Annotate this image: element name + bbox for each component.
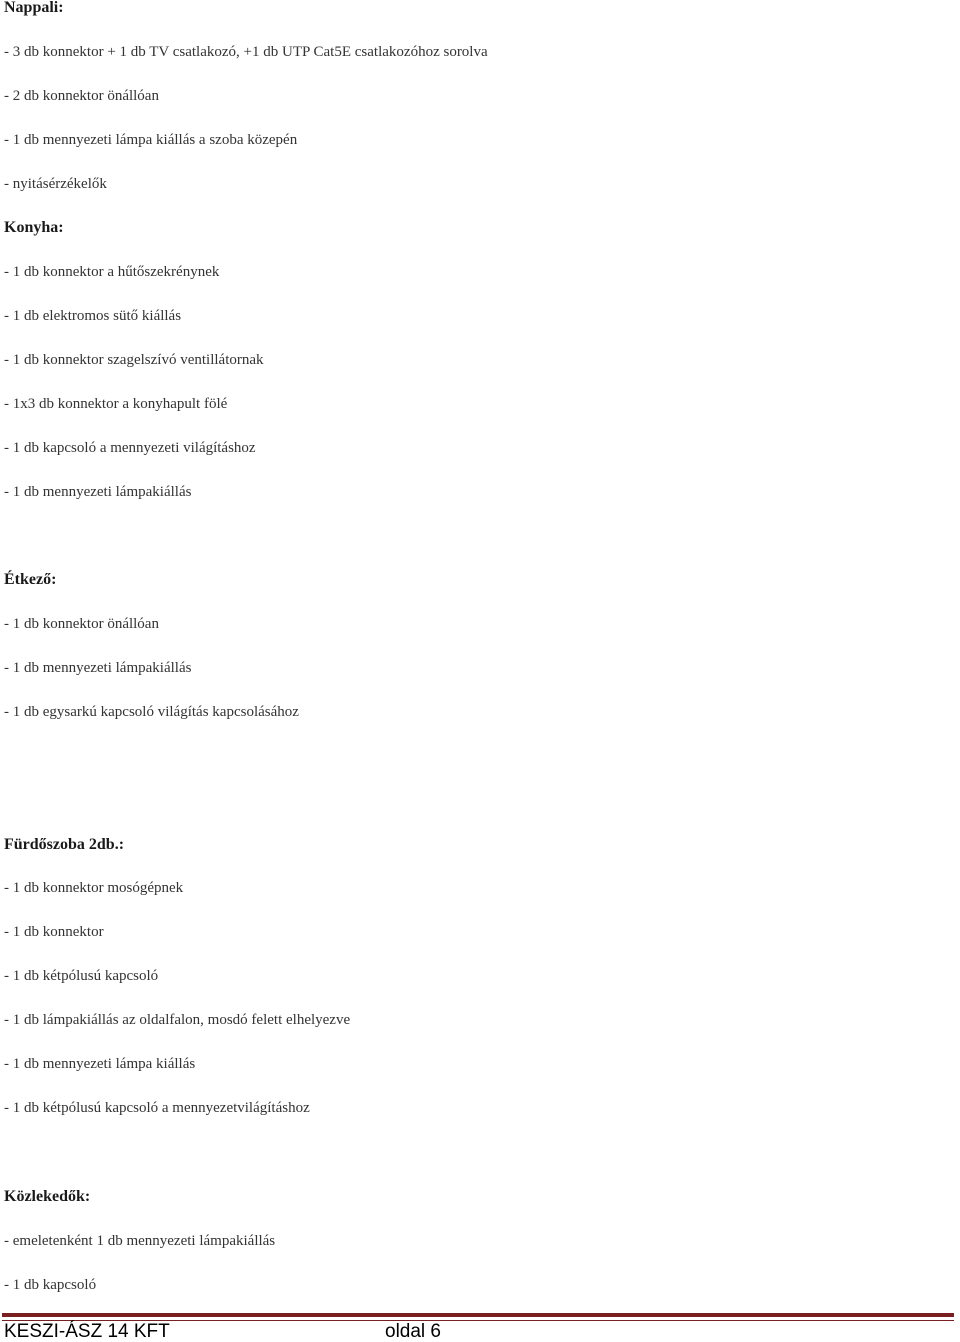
list-item: - 1 db mennyezeti lámpa kiállás: [4, 1056, 196, 1072]
list-item: - 1 db konnektor a hűtőszekrénynek: [4, 264, 220, 280]
section-heading-kozlekedok: Közlekedők:: [4, 1188, 91, 1205]
list-item: - 1 db konnektor mosógépnek: [4, 880, 184, 896]
list-item: - 1 db konnektor: [4, 924, 104, 940]
list-item: - 1 db elektromos sütő kiállás: [4, 308, 182, 324]
footer-page-number: oldal 6: [385, 1321, 441, 1342]
list-item: - 1 db lámpakiállás az oldalfalon, mosdó felett elhelyezve: [4, 1012, 351, 1028]
section-heading-konyha: Konyha:: [4, 219, 64, 236]
list-item: - 1 db kapcsoló a mennyezeti világításhoz: [4, 440, 256, 456]
section-heading-nappali: Nappali:: [4, 0, 64, 16]
list-item: - 2 db konnektor önállóan: [4, 88, 159, 104]
list-item: - 1 db kétpólusú kapcsoló a mennyezetvilágításhoz: [4, 1100, 310, 1116]
section-heading-etkezo: Étkező:: [4, 571, 57, 588]
list-item: - 1 db konnektor szagelszívó ventillátornak: [4, 352, 264, 368]
list-item: - 1 db konnektor önállóan: [4, 616, 159, 632]
list-item: - 1 db mennyezeti lámpakiállás: [4, 484, 192, 500]
list-item: - emeletenként 1 db mennyezeti lámpakiállás: [4, 1233, 276, 1249]
list-item: - 1x3 db konnektor a konyhapult fölé: [4, 396, 228, 412]
footer-divider-thick: [2, 1313, 954, 1317]
list-item: - 1 db mennyezeti lámpa kiállás a szoba közepén: [4, 132, 298, 148]
section-heading-furdoszoba: Fürdőszoba 2db.:: [4, 836, 125, 853]
list-item: - 3 db konnektor + 1 db TV csatlakozó, +1 db UTP Cat5E csatlakozóhoz sorolva: [4, 44, 488, 60]
list-item: - 1 db mennyezeti lámpakiállás: [4, 660, 192, 676]
list-item: - 1 db egysarkú kapcsoló világítás kapcsolásához: [4, 704, 299, 720]
footer-company-name: KESZI-ÁSZ 14 KFT: [4, 1321, 170, 1342]
list-item: - 1 db kétpólusú kapcsoló: [4, 968, 159, 984]
list-item: - 1 db kapcsoló: [4, 1277, 97, 1293]
list-item: - nyitásérzékelők: [4, 176, 107, 192]
